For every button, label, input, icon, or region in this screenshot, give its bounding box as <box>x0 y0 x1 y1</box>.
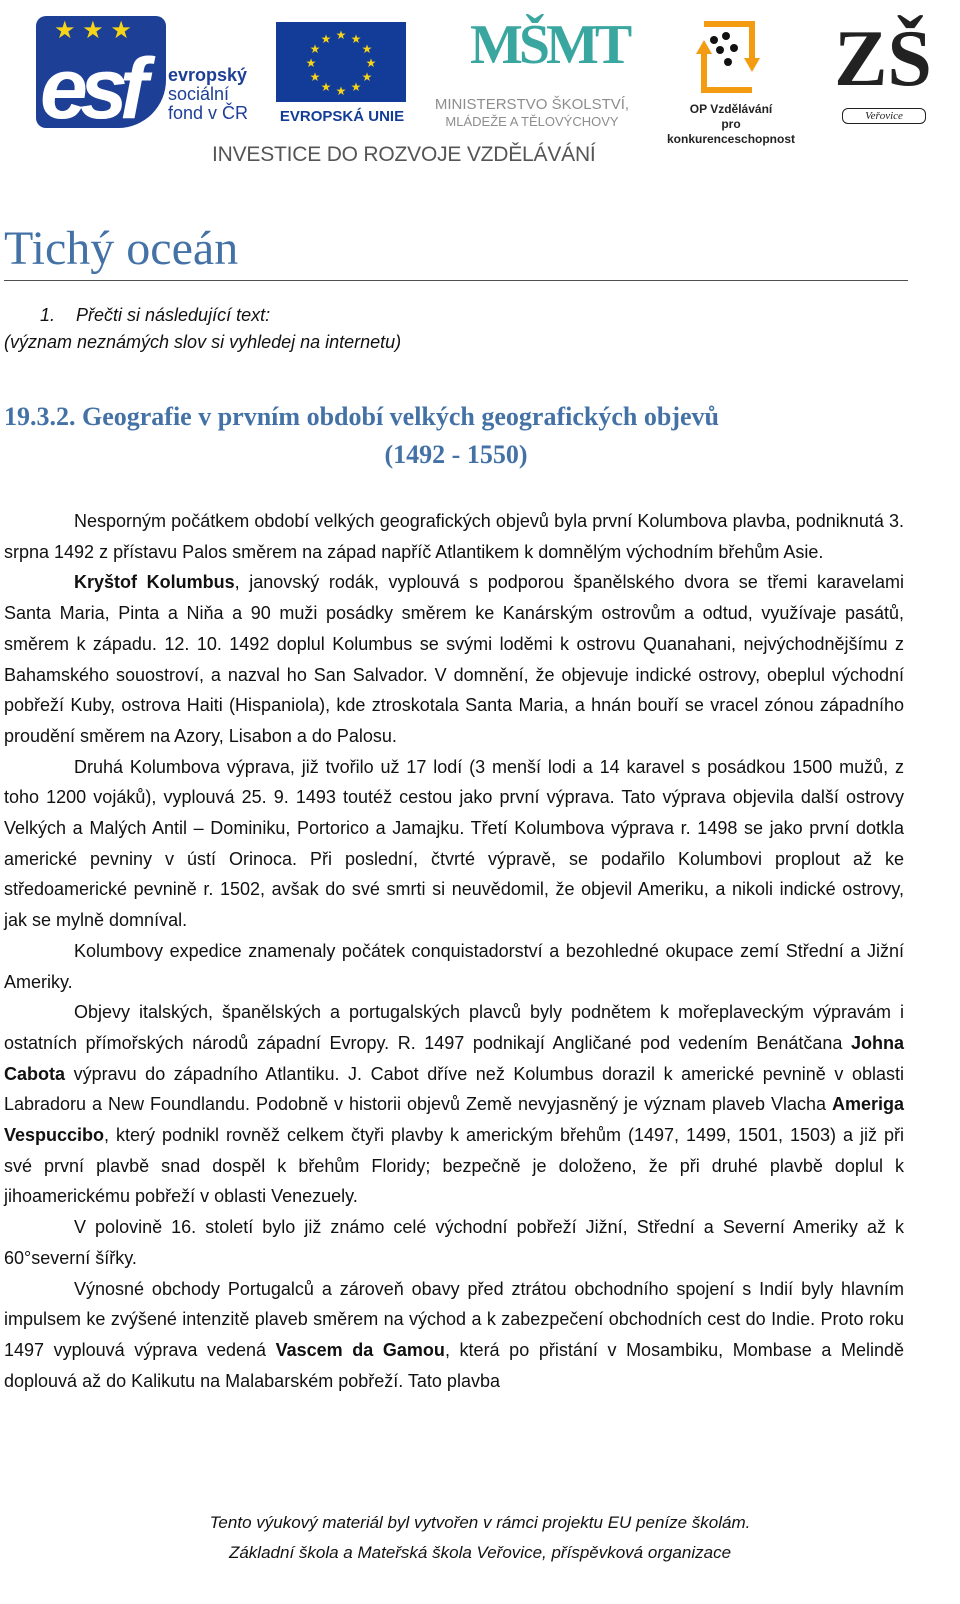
esf-logo-block <box>36 16 166 128</box>
task-text: Přečti si následující text: <box>76 305 271 325</box>
task-number: 1. <box>40 305 56 325</box>
msmt-logo <box>416 16 648 136</box>
zs-logo-mark: ZŠ <box>834 15 932 103</box>
svg-text:★: ★ <box>335 28 347 42</box>
esf-logo-text <box>168 66 248 123</box>
svg-text:★: ★ <box>309 42 321 56</box>
section-heading <box>4 398 908 474</box>
eu-logo <box>276 22 406 134</box>
esf-logo <box>36 16 268 134</box>
task-note: (význam neznámých slov si vyhledej na internetu) <box>4 332 402 352</box>
msmt-logo-line: MINISTERSTVO ŠKOLSTVÍ, <box>434 96 630 113</box>
bold-name: Ameriga Vespuccibo <box>4 1094 904 1146</box>
bold-name: Vascem da Gamou <box>275 1339 445 1360</box>
svg-text:★: ★ <box>335 84 347 98</box>
paragraph-text: Výnosné obchody Portugalců a zároveň obavy před ztrátou obchodního spojení s Indií byly hlavním impulsem ke zvýšené intenzitě plaveb směrem na východ a k zabezpečení obchodních cest do Indie. Proto roku 1497 vyplouvá výprava vedená <box>4 1278 904 1360</box>
logo-header <box>0 0 960 180</box>
paragraph-text: , který podnikl rovněž celkem čtyři plavby k americkým břehům (1497, 1499, 1501, 1503) a již při své první plavbě snad dospěl k břehům Floridy; bezpečně je doloženo, že při druhé plavbě doplul k jihoamerickému pobřeží v oblasti Venezuely. <box>4 1125 904 1207</box>
section-heading-line1: 19.3.2. Geografie v prvním období velkých geografických objevů <box>4 402 719 431</box>
paragraph <box>4 1274 904 1397</box>
msmt-logo-line: MLÁDEŽE A TĚLOVÝCHOVY <box>445 114 619 129</box>
paragraph-text: Objevy italských, španělských a portugalských plavců byly podnětem k mořeplaveckým výpravám i ostatních přímořských národů západní Evropy. R. 1497 podnikají Angličané pod vedením Benátčana <box>4 1002 904 1053</box>
star-icon: ★ ★ ★ <box>54 17 132 44</box>
paragraph-text: , janovský rodák, vyplouvá s podporou španělského dvora se třemi karavelami Santa Maria, Pinta a Niňa a 90 muži posádky směrem ke Kanárským ostrovům a odtud, využívaje pasátů, směrem k západu. 12. 10. 1492 doplul Kolumbus se svými loděmi k ostrovu Quanahani, nejvýchodnějšímu z Bahamského souostroví, a nazval ho San Salvador. V domnění, že objevuje indické ostrovy, obeplul východní pobřeží Kuby, ostrova Haiti (Hispaniola), kde ztroskotala Santa Maria, a hnán bouří se vracel zónou západního proudění směrem na Azory, Lisabon a do Palosu. <box>4 572 904 746</box>
footer-line: Základní škola a Mateřská škola Veřovice, příspěvková organizace <box>228 1543 732 1562</box>
task-line <box>4 302 401 329</box>
paragraph: V polovině 16. století bylo již známo celé východní pobřeží Jižní, Střední a Severní Ameriky až k 60°severní šířky. <box>4 1217 904 1268</box>
section-heading-line2: (1492 - 1550) <box>384 440 528 469</box>
eu-flag-icon <box>276 22 406 102</box>
svg-text:★: ★ <box>350 80 362 94</box>
page-footer <box>0 1508 960 1568</box>
esf-logo-letters: esf <box>40 41 141 128</box>
eu-logo-label: EVROPSKÁ UNIE <box>279 108 405 125</box>
msmt-logo-mark: MŠMT <box>470 14 629 76</box>
paragraph <box>4 567 904 751</box>
op-logo <box>656 18 806 146</box>
svg-text:★: ★ <box>361 70 373 84</box>
msmt-logo-text <box>416 96 648 130</box>
page-title: Tichý oceán <box>4 222 239 275</box>
paragraph: Nesporným počátkem období velkých geografických objevů byla první Kolumbova plavba, podniknutá 3. srpna 1492 z přístavu Palos směrem na západ napříč Atlantikem k domnělým východním břehům Asie. <box>4 511 904 562</box>
esf-logo-line: sociální <box>168 84 230 104</box>
footer-line: Tento výukový materiál byl vytvořen v rámci projektu EU peníze školám. <box>209 1513 751 1532</box>
op-arrows-icon <box>690 18 770 98</box>
svg-text:★: ★ <box>305 56 317 70</box>
svg-text:★: ★ <box>320 32 332 46</box>
bold-name: Kryštof Kolumbus <box>74 572 235 593</box>
svg-text:★: ★ <box>361 42 373 56</box>
paragraph: Druhá Kolumbova výprava, již tvořilo už 17 lodí (3 menší lodi a 14 karavel s posádkou 1500 mužů, z toho 1200 vojáků), vyplouvá 25. 9. 1493 toutéž cestou jako první výprava. Tato výprava objevila další ostrovy Velkých a Malých Antil – Dominiku, Portorico a Jamajku. Třetí Kolumbova výprava r. 1498 se jako první dotkla americké pevniny v ústí Orinoca. Při poslední, čtvrté výpravě, se podařilo Kolumbovi proplout až ke středoamerické pevnině r. 1502, avšak do své smrti si neuvědomil, že objevil Ameriku, a nikoli indické ostrovy, jak se mylně domníval. <box>4 756 904 931</box>
svg-text:★: ★ <box>350 32 362 46</box>
svg-text:★: ★ <box>309 70 321 84</box>
bold-name: Johna Cabota <box>4 1032 904 1084</box>
op-logo-text <box>656 102 806 147</box>
zs-logo-sign: Veřovice <box>842 108 926 124</box>
article-body <box>4 506 904 1396</box>
title-divider <box>4 280 908 281</box>
paragraph: Kolumbovy expedice znamenaly počátek conquistadorství a bezohledné okupace zemí Střední a Jižní Ameriky. <box>4 940 904 992</box>
paragraph-text: výpravu do západního Atlantiku. J. Cabot dříve než Kolumbus dorazil k americké pevnině v oblasti Labradoru a New Foundlandu. Podobně v historii objevů Země nevyjasněný je význam plaveb Vlacha <box>4 1063 904 1115</box>
investice-banner: INVESTICE DO ROZVOJE VZDĚLÁVÁNÍ <box>212 143 596 166</box>
esf-logo-line: fond v ČR <box>168 103 249 123</box>
esf-logo-line: evropský <box>168 65 248 85</box>
paragraph <box>4 997 904 1212</box>
svg-text:★: ★ <box>320 80 332 94</box>
svg-text:★: ★ <box>365 56 377 70</box>
op-logo-line: OP Vzdělávání <box>689 102 773 116</box>
op-logo-line: pro konkurenceschopnost <box>666 117 796 146</box>
task-instruction <box>4 302 401 356</box>
paragraph-text: , která po přistání v Mosambiku, Mombase a Melindě doplouvá až do Kalikutu na Malabarském pobřeží. Tato plavba <box>4 1339 905 1391</box>
zs-logo <box>828 16 938 128</box>
